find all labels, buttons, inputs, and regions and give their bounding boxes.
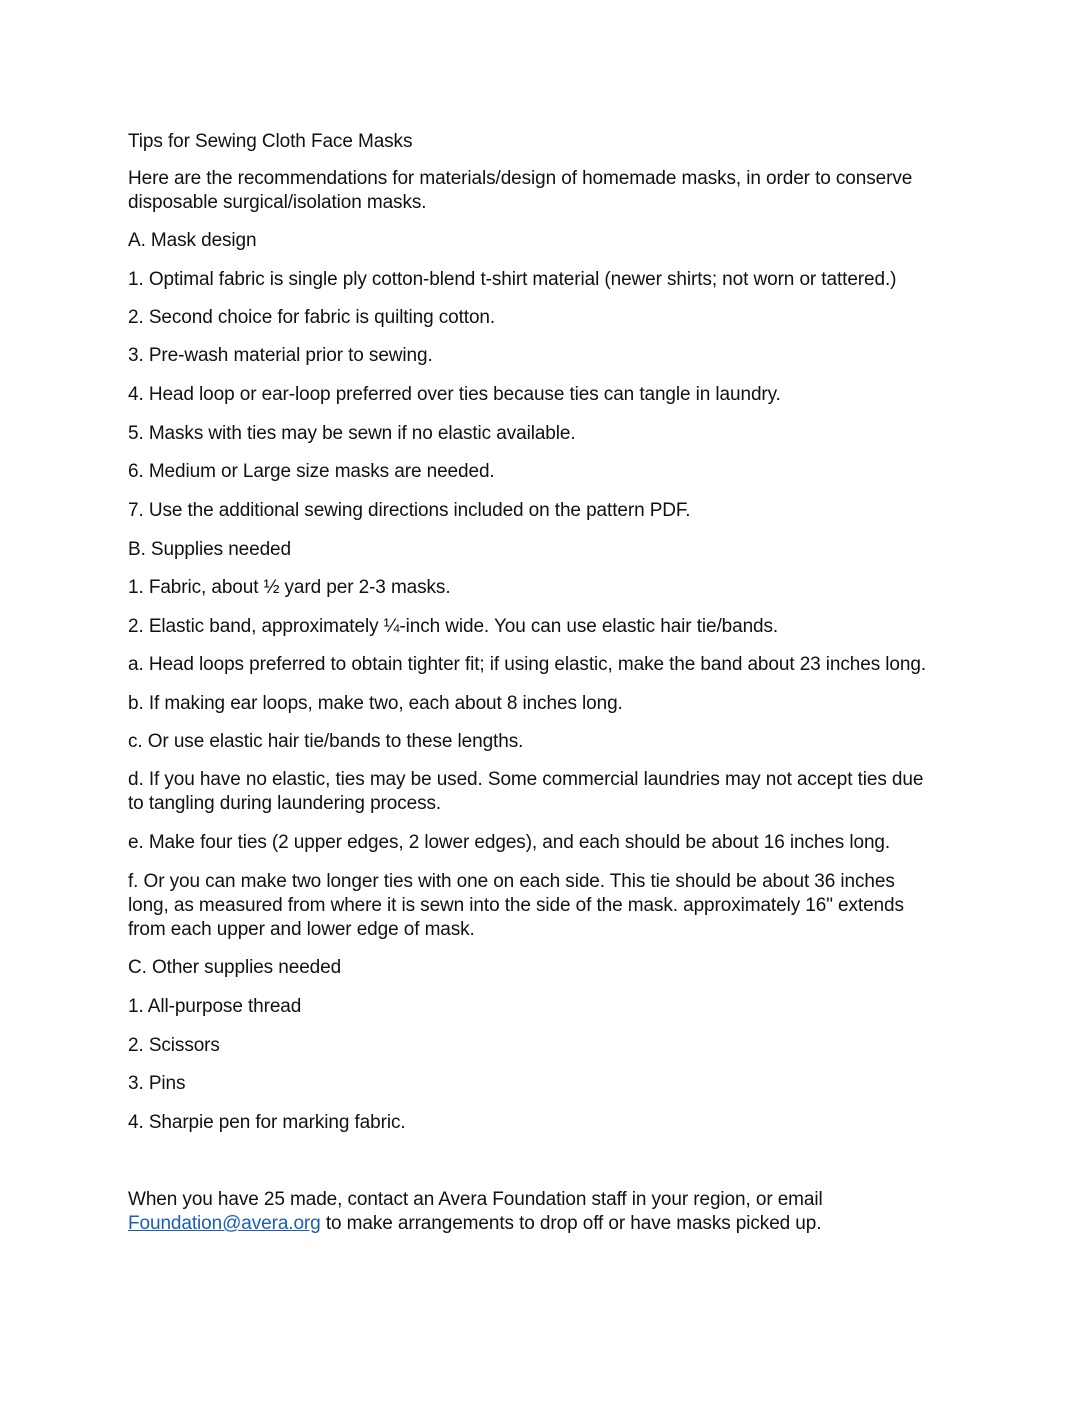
section-b-item-e: e. Make four ties (2 upper edges, 2 lower edges), and each should be about 16 inches long.	[128, 832, 891, 853]
section-b-item-f-line-1: f. Or you can make two longer ties with one on each side. This tie should be about 36 inches	[128, 871, 895, 892]
section-b-item-f-line-2: long, as measured from where it is sewn into the side of the mask. approximately 16" extends	[128, 895, 904, 916]
section-c-item-2: 2. Scissors	[128, 1035, 220, 1056]
section-a-item-5: 5. Masks with ties may be sewn if no elastic available.	[128, 423, 576, 444]
closing-line-2	[128, 1212, 821, 1236]
section-c-item-3: 3. Pins	[128, 1073, 186, 1094]
section-c-item-4: 4. Sharpie pen for marking fabric.	[128, 1112, 406, 1133]
section-a-item-4: 4. Head loop or ear-loop preferred over ties because ties can tangle in laundry.	[128, 384, 781, 405]
closing-line-2-text: to make arrangements to drop off or have masks picked up.	[320, 1213, 822, 1234]
section-c-heading: C. Other supplies needed	[128, 957, 342, 978]
section-a-item-3: 3. Pre-wash material prior to sewing.	[128, 345, 433, 366]
section-b-item-b: b. If making ear loops, make two, each about 8 inches long.	[128, 693, 623, 714]
section-b-item-1: 1. Fabric, about ½ yard per 2-3 masks.	[128, 577, 451, 598]
section-c-item-1: 1. All-purpose thread	[128, 996, 302, 1017]
section-a-item-2: 2. Second choice for fabric is quilting cotton.	[128, 307, 496, 328]
section-a-item-6: 6. Medium or Large size masks are needed.	[128, 461, 495, 482]
intro-line-1: Here are the recommendations for materials/design of homemade masks, in order to conserve	[128, 168, 913, 189]
closing-line-1: When you have 25 made, contact an Avera Foundation staff in your region, or email	[128, 1189, 823, 1210]
section-b-item-2: 2. Elastic band, approximately ¼-inch wide. You can use elastic hair tie/bands.	[128, 616, 779, 637]
section-a-item-1: 1. Optimal fabric is single ply cotton-blend t-shirt material (newer shirts; not worn or tattered.)	[128, 269, 897, 290]
section-b-item-f-line-3: from each upper and lower edge of mask.	[128, 919, 475, 940]
section-b-item-d-line-2: to tangling during laundering process.	[128, 793, 442, 814]
section-a-heading: A. Mask design	[128, 230, 257, 251]
section-a-item-7: 7. Use the additional sewing directions included on the pattern PDF.	[128, 500, 691, 521]
document-title: Tips for Sewing Cloth Face Masks	[128, 131, 413, 152]
section-b-item-a: a. Head loops preferred to obtain tighter fit; if using elastic, make the band about 23 inches long.	[128, 654, 927, 675]
email-link[interactable]: Foundation@avera.org	[128, 1213, 321, 1234]
section-b-item-c: c. Or use elastic hair tie/bands to these lengths.	[128, 731, 524, 752]
section-b-heading: B. Supplies needed	[128, 539, 291, 560]
intro-line-2: disposable surgical/isolation masks.	[128, 192, 427, 213]
section-b-item-d-line-1: d. If you have no elastic, ties may be used. Some commercial laundries may not accept ties due	[128, 769, 924, 790]
